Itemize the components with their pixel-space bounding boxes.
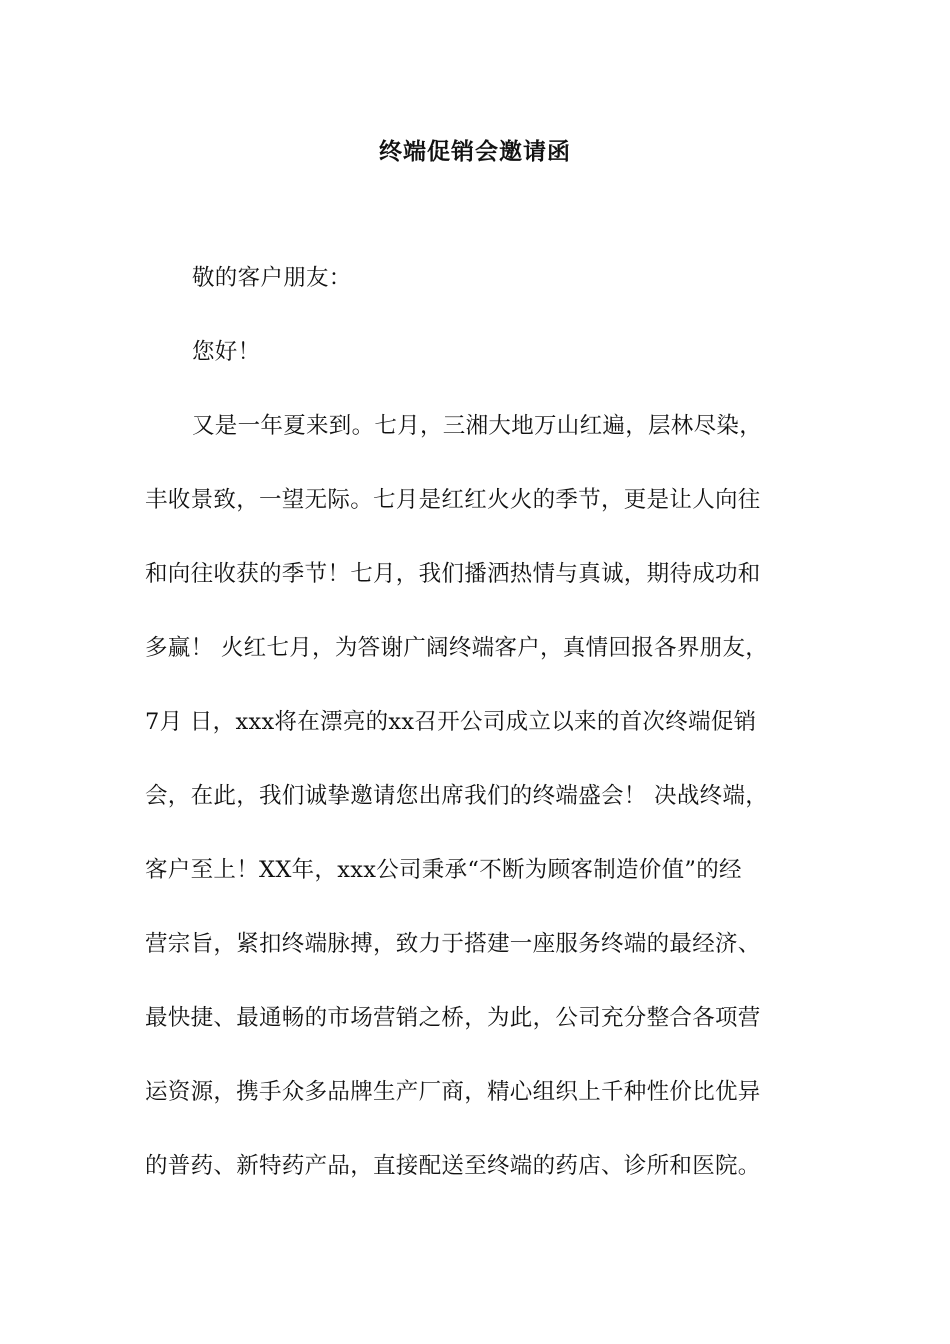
body-line: 多赢！ 火红七月，为答谢广阔终端客户，真情回报各界朋友， [145,635,769,661]
greeting: 您好！ [192,339,261,365]
body-line: 客户至上！XX年，xxx公司秉承“不断为顾客制造价值”的经 [145,857,742,883]
body-line: 营宗旨，紧扣终端脉搏，致力于搭建一座服务终端的最经济、 [145,931,761,957]
body-line: 的普药、新特药产品，直接配送至终端的药店、诊所和医院。 [145,1153,761,1179]
document-title: 终端促销会邀请函 [379,138,571,165]
body-line: 又是一年夏来到。七月，三湘大地万山红遍，层林尽染， [192,413,763,439]
body-line: 会，在此，我们诚挚邀请您出席我们的终端盛会！ 决战终端， [145,783,769,809]
body-line: 7月 日，xxx将在漂亮的xx召开公司成立以来的首次终端促销 [145,709,757,735]
salutation: 敬的客户朋友： [192,265,352,291]
body-line: 运资源，携手众多品牌生产厂商，精心组织上千种性价比优异 [145,1079,761,1105]
body-line: 丰收景致，一望无际。七月是红红火火的季节，更是让人向往 [145,487,761,513]
body-line: 和向往收获的季节！七月，我们播洒热情与真诚，期待成功和 [145,561,761,587]
body-line: 最快捷、最通畅的市场营销之桥，为此，公司充分整合各项营 [145,1005,761,1031]
